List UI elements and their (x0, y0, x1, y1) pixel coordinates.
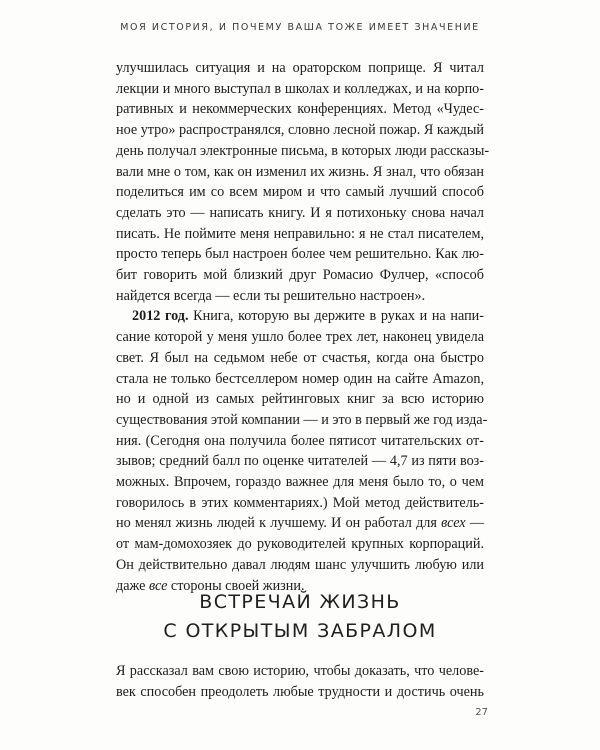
text-line: сание которой у меня ушло более трех лет, наконец увидела (116, 329, 484, 346)
body-text-block-2 (116, 661, 484, 702)
section-heading-line-2: С ОТКРЫТЫМ ЗАБРАЛОМ (163, 620, 437, 642)
text-line: но и одной из самых рейтинговых книг за всю историю (116, 391, 484, 408)
text-line: существования этой компании — и это в первый же год изда- (116, 411, 488, 428)
text-line: бит говорить мой близкий друг Ромасио Фулчер, «способ (116, 267, 484, 284)
text-line: стала не только бестселлером номер один на сайте Amazon, (116, 370, 484, 387)
text-line: просто теперь был настроен более чем решительно. Как лю- (116, 246, 484, 263)
text-line: век способен преодолеть любые трудности и достичь очень (116, 683, 484, 700)
text-line: сделать это — написать книгу. И я потихоньку снова начал (116, 204, 484, 221)
text-fragment: — (465, 515, 485, 532)
text-line: найдется всегда — если ты решительно настроен». (116, 287, 426, 304)
text-line: можных. Впрочем, гораздо важнее для меня было то, о чем (116, 474, 484, 491)
text-fragment: стороны своей жизни. (167, 577, 305, 594)
text-line: Я рассказал вам свою историю, чтобы доказать, что челове- (116, 663, 484, 679)
text-line: вали мне о том, как он изменил их жизнь. Я знал, что обязан (116, 163, 484, 180)
text-line (116, 513, 484, 534)
emphasis-text: все (148, 577, 168, 594)
text-line: говорилось в этих комментариях.) Мой метод действитель- (116, 494, 484, 511)
text-line: писать. Не поймите меня неправильно: я не стал писателем, (116, 225, 484, 242)
text-line: ное утро» распространялся, словно лесной пожар. Я каждый (116, 122, 485, 139)
text-line: ративных и некоммерческих конференциях. Метод «Чудес- (116, 101, 484, 118)
body-text-block-1 (116, 58, 490, 596)
paragraph-2 (116, 306, 488, 596)
text-line: лекции и много выступал в школах и колледжах, и на корпо- (116, 80, 484, 97)
text-line: ния. (Сегодня она получила более пятисот читательских от- (116, 432, 484, 449)
paragraph-1 (116, 58, 490, 306)
text-fragment: даже (116, 577, 149, 594)
section-heading-line-1: ВСТРЕЧАЙ ЖИЗНЬ (199, 591, 401, 613)
text-line: от мам-домохозяек до руководителей крупных корпораций. (116, 536, 484, 553)
text-line: день получал электронные письма, в которых люди рассказы- (116, 142, 490, 159)
page-number: 27 (475, 707, 488, 718)
emphasis-text: всех (441, 515, 466, 532)
text-fragment: но менял жизнь людей к лучшему. И он работал для (116, 515, 442, 532)
text-line: поделиться им со всем миром и что самый лучший способ (116, 184, 484, 201)
text-line (116, 306, 484, 327)
year-label: 2012 год. (132, 308, 189, 325)
text-line: зывов; средний балл по оценке читателей — 4,7 из пяти воз- (116, 453, 484, 470)
running-head: МОЯ ИСТОРИЯ, И ПОЧЕМУ ВАША ТОЖЕ ИМЕЕТ ЗНАЧЕНИЕ (120, 22, 480, 33)
text-line: свет. Я был на седьмом небе от счастья, когда она быстро (116, 349, 484, 366)
text-fragment: Книга, которую вы держите в руках и на напи- (188, 308, 484, 325)
paragraph-3 (116, 661, 484, 702)
text-line: улучшилась ситуация и на ораторском поприще. Я читал (116, 60, 484, 76)
text-line: Он действительно давал людям шанс улучшить любую или (116, 556, 484, 573)
